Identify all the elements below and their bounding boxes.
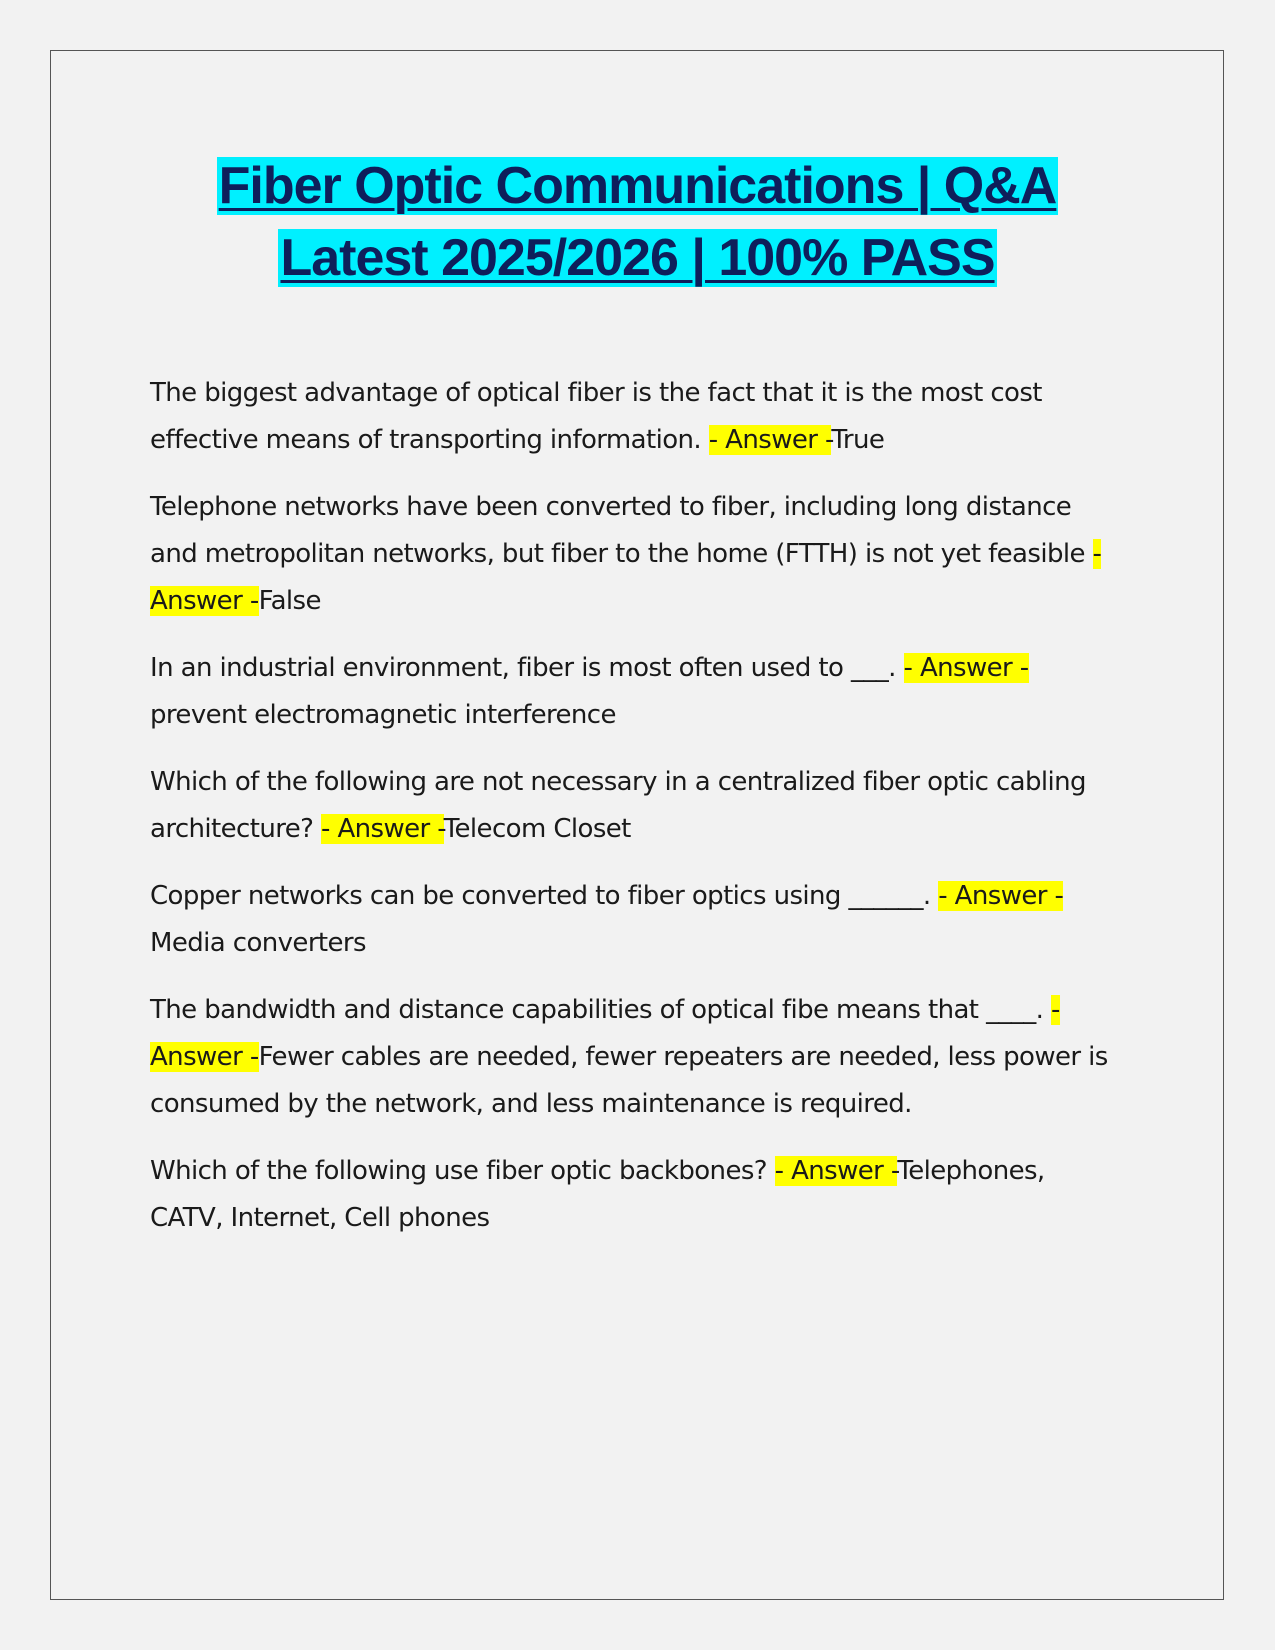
- title-line-2: Latest 2025/2026 | 100% PASS: [280, 229, 995, 287]
- answer-label: - Answer -: [708, 425, 832, 455]
- answer-label: - Answer -: [903, 653, 1029, 683]
- qa-item-5: [150, 873, 1125, 967]
- answer-label: - Answer -: [774, 1156, 898, 1186]
- question-text: The biggest advantage of optical fiber is the fact that it is the most cost effective means of transporting information.: [150, 378, 1042, 455]
- question-text: In an industrial environment, fiber is most often used to ___.: [150, 653, 904, 683]
- question-text: The bandwidth and distance capabilities of optical fibe means that ____.: [150, 995, 1051, 1025]
- question-text: Telephone networks have been converted to fiber, including long distance and metropolitan networks, but fiber to the home (FTTH) is not yet feasible: [150, 492, 1093, 569]
- answer-text: Media converters: [150, 928, 366, 958]
- answer-label: - Answer -: [321, 814, 444, 844]
- question-text: Which of the following use fiber optic backbones?: [150, 1156, 775, 1186]
- answer-text: Telecom Closet: [443, 814, 631, 844]
- qa-item-4: [150, 759, 1125, 853]
- answer-label: - Answer -: [938, 881, 1064, 911]
- title-line-1: Fiber Optic Communications | Q&A: [218, 157, 1057, 215]
- question-text: Which of the following are not necessary in a centralized fiber optic cabling architecture?: [150, 767, 1086, 844]
- qa-item-3: [150, 645, 1125, 739]
- answer-text: Fewer cables are needed, fewer repeaters are needed, less power is consumed by the network, and less maintenance is required.: [150, 1042, 1108, 1119]
- answer-label: - Answer -: [150, 995, 1060, 1072]
- document-title: [100, 150, 1175, 294]
- qa-item-1: [150, 370, 1125, 464]
- answer-text: prevent electromagnetic interference: [150, 700, 616, 730]
- question-text: Copper networks can be converted to fiber optics using ______.: [150, 881, 939, 911]
- answer-text: True: [831, 425, 885, 455]
- answer-label: - Answer -: [150, 539, 1102, 616]
- qa-item-6: [150, 987, 1125, 1128]
- qa-item-2: [150, 484, 1125, 625]
- answer-text: False: [258, 586, 321, 616]
- qa-item-7: [150, 1148, 1125, 1242]
- qa-list: [150, 370, 1125, 1262]
- answer-text: Telephones, CATV, Internet, Cell phones: [150, 1156, 1045, 1233]
